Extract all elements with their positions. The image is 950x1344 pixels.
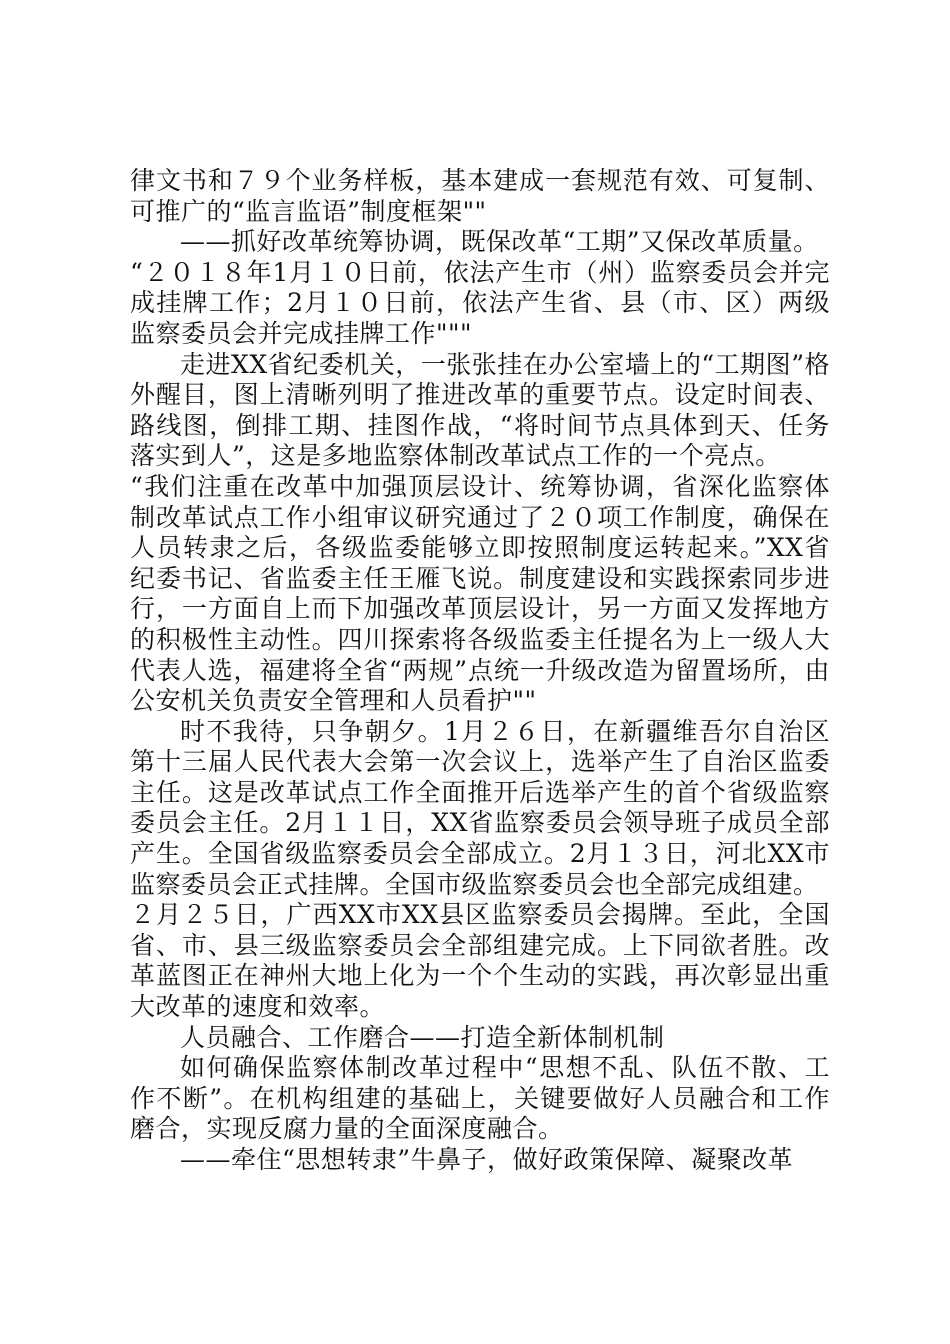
paragraph-2: ——抓好改革统筹协调，既保改革“工期”又保改革质量。 bbox=[180, 227, 819, 257]
paragraph-3: “２０１８年1月１０日前，依法产生市（州）监察委员会并完成挂牌工作；2月１０日前，依法产生省、县（市、区）两级监察委员会并完成挂牌工作""" bbox=[130, 257, 830, 348]
paragraph-7: ２月２５日，广西XX市XX县区监察委员会揭牌。至此，全国省、市、县三级监察委员会全部组建完成。上下同欲者胜。改革蓝图正在神州大地上化为一个个生动的实践，再次彰显出重大改革的速度和效率。 bbox=[130, 900, 830, 1022]
paragraph-4: 走进XX省纪委机关，一张张挂在办公室墙上的“工期图”格外醒目，图上清晰列明了推进改革的重要节点。设定时间表、路线图，倒排工期、挂图作战，“将时间节点具体到天、任务落实到人”，这是多地监察体制改革试点工作的一个亮点。 bbox=[130, 349, 830, 471]
paragraph-1: 律文书和７９个业务样板，基本建成一套规范有效、可复制、可推广的“监言监语”制度框架"" bbox=[130, 166, 830, 226]
paragraph-6: 时不我待，只争朝夕。1月２６日，在新疆维吾尔自治区第十三届人民代表大会第一次会议上，选举产生了自治区监委主任。这是改革试点工作全面推开后选举产生的首个省级监察委员会主任。2月１１日，XX省监察委员会领导班子成员全部产生。全国省级监察委员会全部成立。2月１３日，河北XX市监察委员会正式挂牌。全国市级监察委员会也全部完成组建。 bbox=[130, 716, 830, 899]
paragraph-5: “我们注重在改革中加强顶层设计、统筹协调，省深化监察体制改革试点工作小组审议研究通过了２０项工作制度，确保在人员转隶之后，各级监委能够立即按照制度运转起来。”XX省纪委书记、省监委主任王雁飞说。制度建设和实践探索同步进行，一方面自上而下加强改革顶层设计，另一方面又发挥地方的积极性主动性。四川探索将各级监委主任提名为上一级人大代表人选，福建将全省“两规”点统一升级改造为留置场所，由公安机关负责安全管理和人员看护"" bbox=[130, 471, 830, 716]
document-body bbox=[130, 166, 830, 1176]
section-heading: 人员融合、工作磨合——打造全新体制机制 bbox=[180, 1022, 665, 1052]
paragraph-8: 如何确保监察体制改革过程中“思想不乱、队伍不散、工作不断”。在机构组建的基础上，关键要做好人员融合和工作磨合，实现反腐力量的全面深度融合。 bbox=[130, 1053, 830, 1144]
paragraph-9: ——牵住“思想转隶”牛鼻子，做好政策保障、凝聚改革 bbox=[180, 1145, 794, 1174]
